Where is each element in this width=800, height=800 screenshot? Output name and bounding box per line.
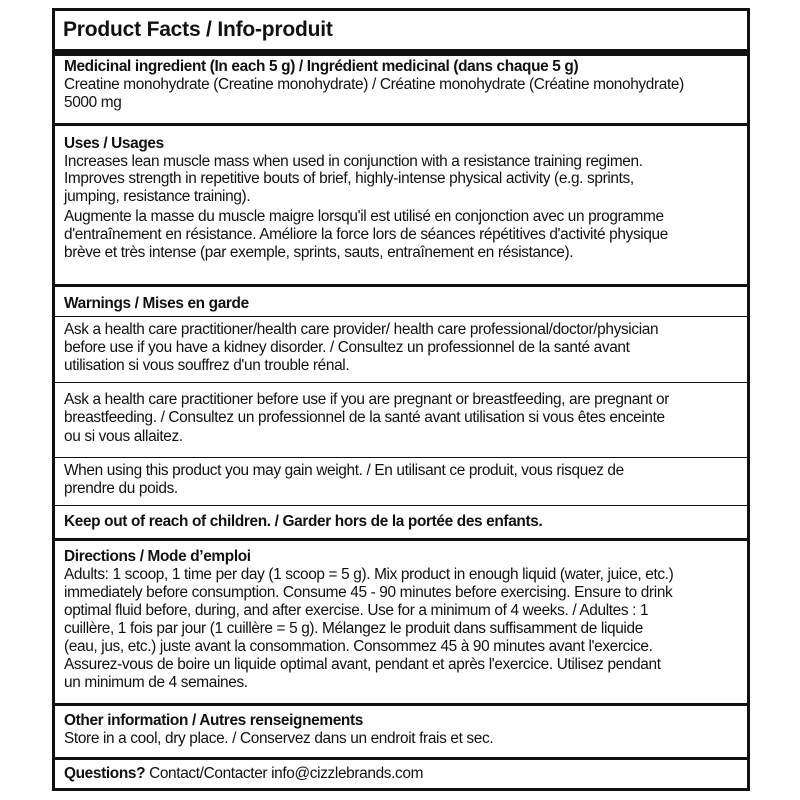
questions-label: Questions? xyxy=(64,765,146,782)
questions-row xyxy=(64,765,739,783)
uses-line: Improves strength in repetitive bouts of brief, highly-intense physical activity (e.g. sprints, xyxy=(64,170,634,187)
directions-line: Adults: 1 scoop, 1 time per day (1 scoop = 5 g). Mix product in enough liquid (water, juice, etc.) xyxy=(64,566,674,583)
medicinal-line: 5000 mg xyxy=(64,94,122,111)
warning-kidney-line: utilisation si vous souffrez d'un trouble rénal. xyxy=(64,357,350,374)
questions-contact: Contact/Contacter info@cizzlebrands.com xyxy=(145,765,424,782)
other-info-heading: Other information / Autres renseignements xyxy=(64,712,363,729)
warning-weight-line: When using this product you may gain weight. / En utilisant ce produit, vous risquez de xyxy=(64,462,624,479)
directions-line: optimal fluid before, during, and after exercise. Use for a minimum of 4 weeks. / Adultes : 1 xyxy=(64,602,649,619)
warning-kidney-line: before use if you have a kidney disorder. / Consultez un professionnel de la santé avant xyxy=(64,339,630,356)
warning-pregnancy-line: Ask a health care practitioner before use if you are pregnant or breastfeeding, are pregnant or xyxy=(64,391,669,408)
section-rule xyxy=(55,703,747,706)
warning-children: Keep out of reach of children. / Garder hors de la portée des enfants. xyxy=(64,513,543,530)
warnings-heading: Warnings / Mises en garde xyxy=(64,295,249,312)
section-rule xyxy=(55,284,747,287)
section-rule xyxy=(55,538,747,541)
warning-rule xyxy=(55,382,747,383)
other-info-line: Store in a cool, dry place. / Conservez dans un endroit frais et sec. xyxy=(64,730,494,747)
uses-line: Augmente la masse du muscle maigre lorsqu'il est utilisé en conjonction avec un programme xyxy=(64,208,664,225)
warning-pregnancy-line: breastfeeding. / Consultez un professionnel de la santé avant utilisation si vous êtes enceinte xyxy=(64,409,665,426)
directions-line: cuillère, 1 fois par jour (1 cuillère = 5 g). Mélangez le produit dans suffisamment de liquide xyxy=(64,620,643,637)
panel-title: Product Facts / Info-produit xyxy=(63,18,333,41)
section-rule xyxy=(55,123,747,126)
warning-rule xyxy=(55,457,747,458)
directions-line: Assurez-vous de boire un liquide optimal avant, pendant et après l'exercice. Utilisez pendant xyxy=(64,656,661,673)
product-facts-panel xyxy=(52,8,750,791)
uses-heading: Uses / Usages xyxy=(64,135,164,152)
directions-line: (eau, jus, etc.) juste avant la consommation. Consommez 45 à 90 minutes avant l'exercice. xyxy=(64,638,653,655)
directions-line: un minimum de 4 semaines. xyxy=(64,674,248,691)
directions-heading: Directions / Mode d’emploi xyxy=(64,548,251,565)
uses-line: jumping, resistance training). xyxy=(64,188,251,205)
uses-line: d'entraînement en résistance. Améliore la force lors de séances répétitives d'activité physique xyxy=(64,226,668,243)
warning-kidney-line: Ask a health care practitioner/health care provider/ health care professional/doctor/physician xyxy=(64,321,659,338)
medicinal-heading: Medicinal ingredient (In each 5 g) / Ingrédient medicinal (dans chaque 5 g) xyxy=(64,58,579,75)
directions-line: immediately before consumption. Consume 45 - 90 minutes before exercising. Ensure to drink xyxy=(64,584,673,601)
warning-weight-line: prendre du poids. xyxy=(64,480,178,497)
warning-rule xyxy=(55,505,747,506)
warning-pregnancy-line: ou si vous allaitez. xyxy=(64,428,183,445)
warning-rule xyxy=(55,316,747,317)
section-rule xyxy=(55,757,747,760)
medicinal-line: Creatine monohydrate (Creatine monohydrate) / Créatine monohydrate (Créatine monohydrate) xyxy=(64,76,684,93)
uses-line: Increases lean muscle mass when used in conjunction with a resistance training regimen. xyxy=(64,153,643,170)
title-rule xyxy=(55,49,747,56)
uses-line: brève et très intense (par exemple, sprints, sauts, entraînement en résistance). xyxy=(64,244,574,261)
